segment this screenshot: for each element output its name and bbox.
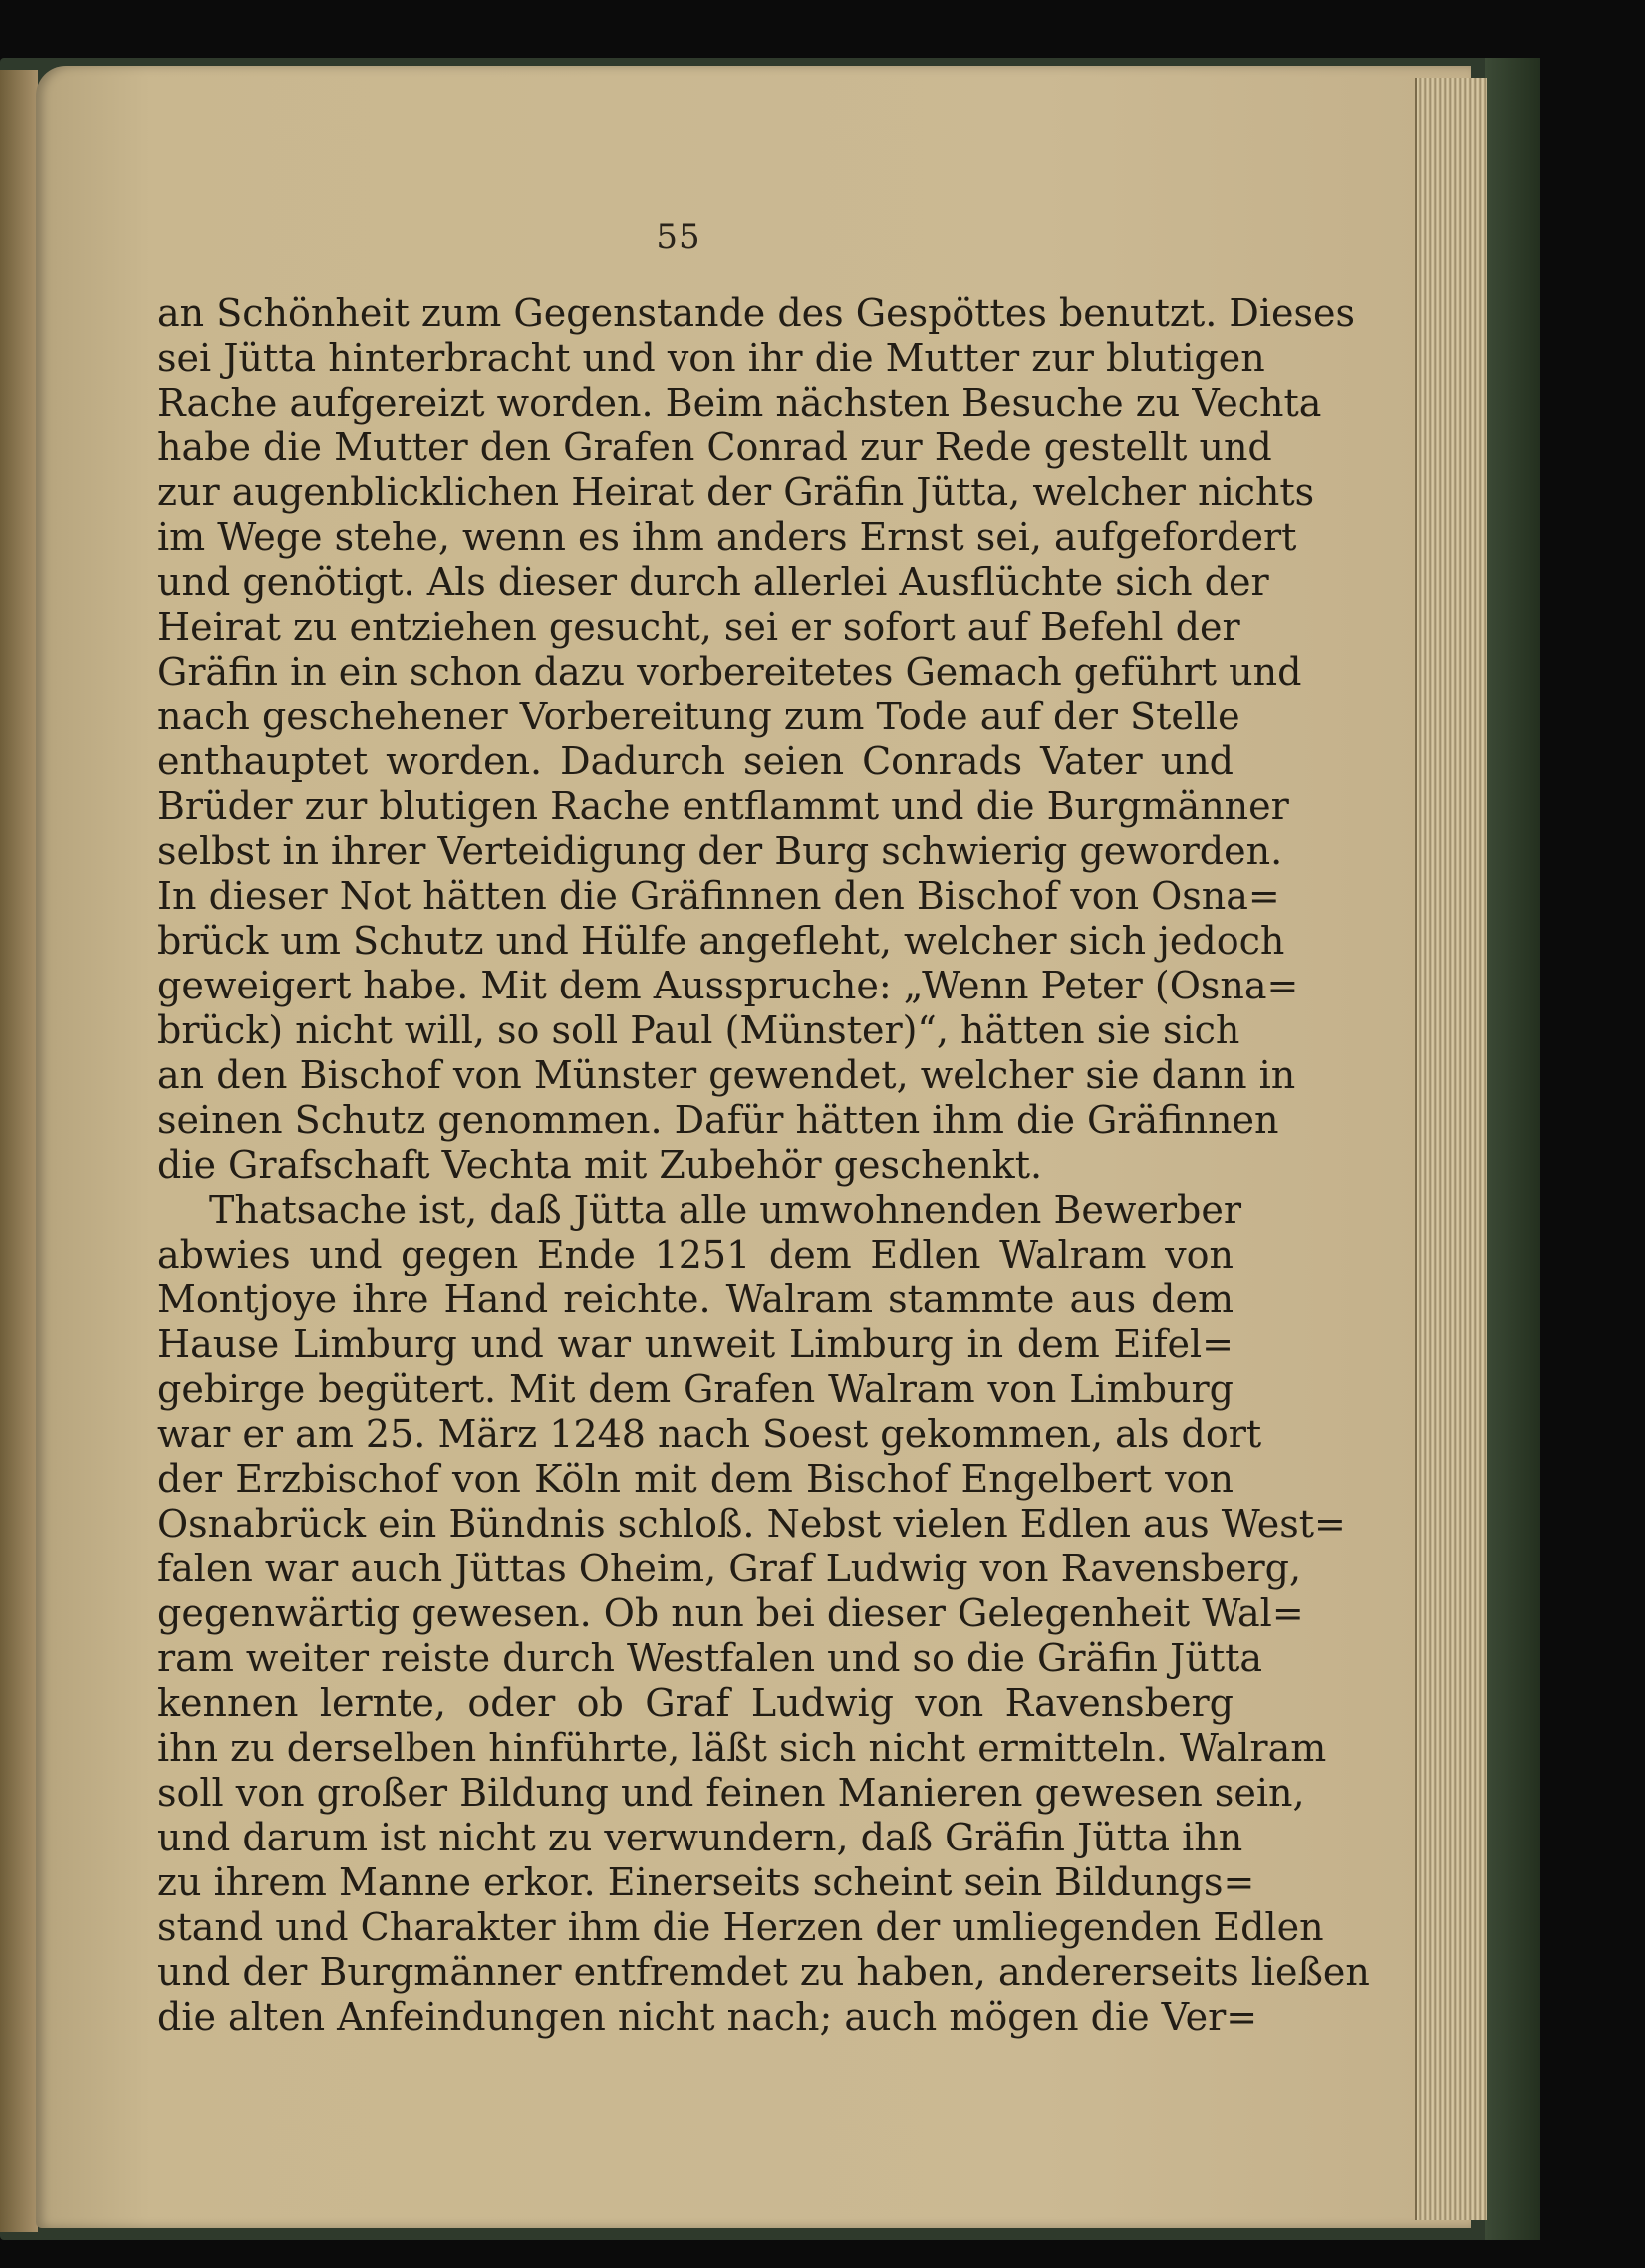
text-line: ram weiter reiste durch Westfalen und so die Gräfin Jütta [157,1636,1263,1680]
text-line: gebirge begütert. Mit dem Grafen Walram von Limburg [157,1367,1234,1411]
book-page [36,66,1471,2228]
text-line: war er am 25. März 1248 nach Soest gekommen, als dort [157,1412,1262,1456]
text-line: enthauptet worden. Dadurch seien Conrads Vater und [157,739,1234,783]
text-line: nach geschehener Vorbereitung zum Tode auf der Stelle [157,695,1240,738]
text-line: der Erzbischof von Köln mit dem Bischof Engelbert von [157,1457,1234,1501]
text-line: seinen Schutz genommen. Dafür hätten ihm die Gräfinnen [157,1098,1279,1142]
text-line: zu ihrem Manne erkor. Einerseits scheint sein Bildungs= [157,1860,1255,1904]
text-line: ihn zu derselben hinführte, läßt sich nicht ermitteln. Walram [157,1726,1327,1770]
text-line: falen war auch Jüttas Oheim, Graf Ludwig von Ravensberg, [157,1547,1302,1590]
text-line: Thatsache ist, daß Jütta alle umwohnenden Bewerber [209,1188,1242,1232]
text-line: und der Burgmänner entfremdet zu haben, andererseits ließen [157,1950,1370,1994]
page-text [157,291,1370,2040]
page-stack-edges [1415,78,1487,2220]
text-line: abwies und gegen Ende 1251 dem Edlen Walram von [157,1233,1234,1276]
text-line: Brüder zur blutigen Rache entflammt und die Burgmänner [157,784,1289,828]
text-line: stand und Charakter ihm die Herzen der umliegenden Edlen [157,1905,1324,1949]
text-line: im Wege stehe, wenn es ihm anders Ernst sei, aufgefordert [157,515,1297,559]
text-line: brück um Schutz und Hülfe angefleht, welcher sich jedoch [157,919,1285,963]
text-line: brück) nicht will, so soll Paul (Münster)“, hätten sie sich [157,1008,1240,1052]
text-line: die alten Anfeindungen nicht nach; auch mögen die Ver= [157,1995,1258,2039]
text-line: Rache aufgereizt worden. Beim nächsten Besuche zu Vechta [157,381,1322,425]
text-line: Osnabrück ein Bündnis schloß. Nebst vielen Edlen aus West= [157,1502,1346,1546]
text-line: geweigert habe. Mit dem Ausspruche: „Wenn Peter (Osna= [157,964,1299,1007]
text-line: Hause Limburg und war unweit Limburg in dem Eifel= [157,1322,1234,1366]
text-line: Heirat zu entziehen gesucht, sei er sofort auf Befehl der [157,605,1240,649]
text-line: habe die Mutter den Grafen Conrad zur Rede gestellt und [157,425,1272,469]
text-line: soll von großer Bildung und feinen Manieren gewesen sein, [157,1771,1305,1815]
text-line: Gräfin in ein schon dazu vorbereitetes Gemach geführt und [157,650,1302,694]
text-line: und genötigt. Als dieser durch allerlei Ausflüchte sich der [157,560,1269,604]
text-line: In dieser Not hätten die Gräfinnen den Bischof von Osna= [157,874,1280,918]
book-cover-edge [1485,58,1540,2240]
text-line: gegenwärtig gewesen. Ob nun bei dieser Gelegenheit Wal= [157,1591,1304,1635]
text-line: und darum ist nicht zu verwundern, daß Gräfin Jütta ihn [157,1816,1243,1859]
text-line: an den Bischof von Münster gewendet, welcher sie dann in [157,1053,1296,1097]
facing-page-edge [0,70,38,2232]
page-number: 55 [656,217,701,257]
text-line: kennen lernte, oder ob Graf Ludwig von Ravensberg [157,1681,1234,1725]
text-line: zur augenblicklichen Heirat der Gräfin Jütta, welcher nichts [157,470,1315,514]
text-line: Montjoye ihre Hand reichte. Walram stammte aus dem [157,1277,1234,1321]
text-line: sei Jütta hinterbracht und von ihr die Mutter zur blutigen [157,336,1265,380]
text-line: an Schönheit zum Gegenstande des Gespöttes benutzt. Dieses [157,291,1355,335]
text-line: die Grafschaft Vechta mit Zubehör geschenkt. [157,1143,1043,1187]
text-line: selbst in ihrer Verteidigung der Burg schwierig geworden. [157,829,1283,873]
